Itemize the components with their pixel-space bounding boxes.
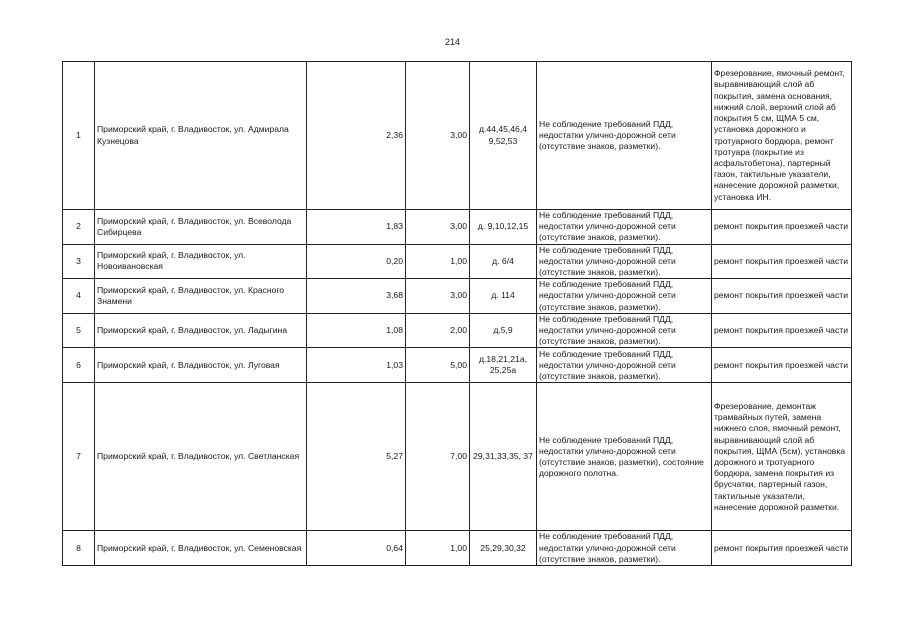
table-row	[63, 348, 852, 383]
width-cell: 3,00	[406, 62, 470, 210]
houses-cell: д.5,9	[470, 313, 537, 348]
works-cell: ремонт покрытия проезжей части	[712, 244, 852, 279]
length-cell: 1,83	[307, 210, 406, 245]
row-number: 2	[63, 210, 95, 245]
length-cell: 0,20	[307, 244, 406, 279]
width-cell: 3,00	[406, 279, 470, 314]
row-number: 6	[63, 348, 95, 383]
width-cell: 5,00	[406, 348, 470, 383]
length-cell: 2,36	[307, 62, 406, 210]
address-cell: Приморский край, г. Владивосток, ул. Семеновская	[95, 531, 307, 566]
works-cell: ремонт покрытия проезжей части	[712, 531, 852, 566]
houses-cell: д. 6/4	[470, 244, 537, 279]
roads-table	[62, 61, 852, 566]
row-number: 7	[63, 383, 95, 531]
width-cell: 7,00	[406, 383, 470, 531]
works-cell: ремонт покрытия проезжей части	[712, 210, 852, 245]
table-row	[63, 244, 852, 279]
houses-cell: д.44,45,46,4 9,52,53	[470, 62, 537, 210]
issue-cell: Не соблюдение требований ПДД, недостатки улично-дорожной сети (отсутствие знаков, разметки).	[537, 313, 712, 348]
houses-cell: д. 114	[470, 279, 537, 314]
row-number: 3	[63, 244, 95, 279]
issue-cell: Не соблюдение требований ПДД, недостатки улично-дорожной сети (отсутствие знаков, разметки).	[537, 348, 712, 383]
address-cell: Приморский край, г. Владивосток, ул. Всеволода Сибирцева	[95, 210, 307, 245]
page-number: 214	[444, 37, 461, 47]
length-cell: 3,68	[307, 279, 406, 314]
address-cell: Приморский край, г. Владивосток, ул. Красного Знамени	[95, 279, 307, 314]
works-cell: Фрезерование, демонтаж трамвайных путей, замена нижнего слоя, ямочный ремонт, выравнивающий слой аб покрытия, ЩМА (5см), установка дорожного и тротуарного бордюра, замена покрытия из брусчатки, партерный газон, тактильные указатели, нанесение дорожной разметки.	[712, 383, 852, 531]
table-row	[63, 279, 852, 314]
length-cell: 0,64	[307, 531, 406, 566]
row-number: 5	[63, 313, 95, 348]
works-cell: ремонт покрытия проезжей части	[712, 348, 852, 383]
houses-cell: д. 9,10,12,15	[470, 210, 537, 245]
works-cell: Фрезерование, ямочный ремонт, выравнивающий слой аб покрытия, замена основания, нижний слой, верхний слой аб покрытия 5 см, ЩМА 5 см, установка дорожного и тротуарного бордюра, ремонт тротуара (покрытие из асфальтобетона), партерный газон, тактильные указатели, нанесение дорожной разметки, установка ИН.	[712, 62, 852, 210]
width-cell: 1,00	[406, 244, 470, 279]
width-cell: 1,00	[406, 531, 470, 566]
table-row	[63, 383, 852, 531]
length-cell: 5,27	[307, 383, 406, 531]
works-cell: ремонт покрытия проезжей части	[712, 313, 852, 348]
address-cell: Приморский край, г. Владивосток, ул. Светланская	[95, 383, 307, 531]
works-cell: ремонт покрытия проезжей части	[712, 279, 852, 314]
issue-cell: Не соблюдение требований ПДД, недостатки улично-дорожной сети (отсутствие знаков, разметки), состояние дорожного полотна.	[537, 383, 712, 531]
issue-cell: Не соблюдение требований ПДД, недостатки улично-дорожной сети (отсутствие знаков, разметки).	[537, 210, 712, 245]
row-number: 8	[63, 531, 95, 566]
issue-cell: Не соблюдение требований ПДД, недостатки улично-дорожной сети (отсутствие знаков, разметки).	[537, 279, 712, 314]
houses-cell: 29,31,33,35, 37	[470, 383, 537, 531]
table-row	[63, 210, 852, 245]
issue-cell: Не соблюдение требований ПДД, недостатки улично-дорожной сети (отсутствие знаков, разметки).	[537, 62, 712, 210]
address-cell: Приморский край, г. Владивосток, ул. Адмирала Кузнецова	[95, 62, 307, 210]
issue-cell: Не соблюдение требований ПДД, недостатки улично-дорожной сети (отсутствие знаков, разметки).	[537, 244, 712, 279]
width-cell: 2,00	[406, 313, 470, 348]
houses-cell: д.18,21,21а, 25,25а	[470, 348, 537, 383]
row-number: 1	[63, 62, 95, 210]
issue-cell: Не соблюдение требований ПДД, недостатки улично-дорожной сети (отсутствие знаков, разметки).	[537, 531, 712, 566]
address-cell: Приморский край, г. Владивосток, ул. Новоивановская	[95, 244, 307, 279]
address-cell: Приморский край, г. Владивосток, ул. Ладыгина	[95, 313, 307, 348]
table-row	[63, 531, 852, 566]
address-cell: Приморский край, г. Владивосток, ул. Луговая	[95, 348, 307, 383]
table-row	[63, 313, 852, 348]
length-cell: 1,08	[307, 313, 406, 348]
table-row	[63, 62, 852, 210]
houses-cell: 25,29,30,32	[470, 531, 537, 566]
length-cell: 1,03	[307, 348, 406, 383]
row-number: 4	[63, 279, 95, 314]
width-cell: 3,00	[406, 210, 470, 245]
